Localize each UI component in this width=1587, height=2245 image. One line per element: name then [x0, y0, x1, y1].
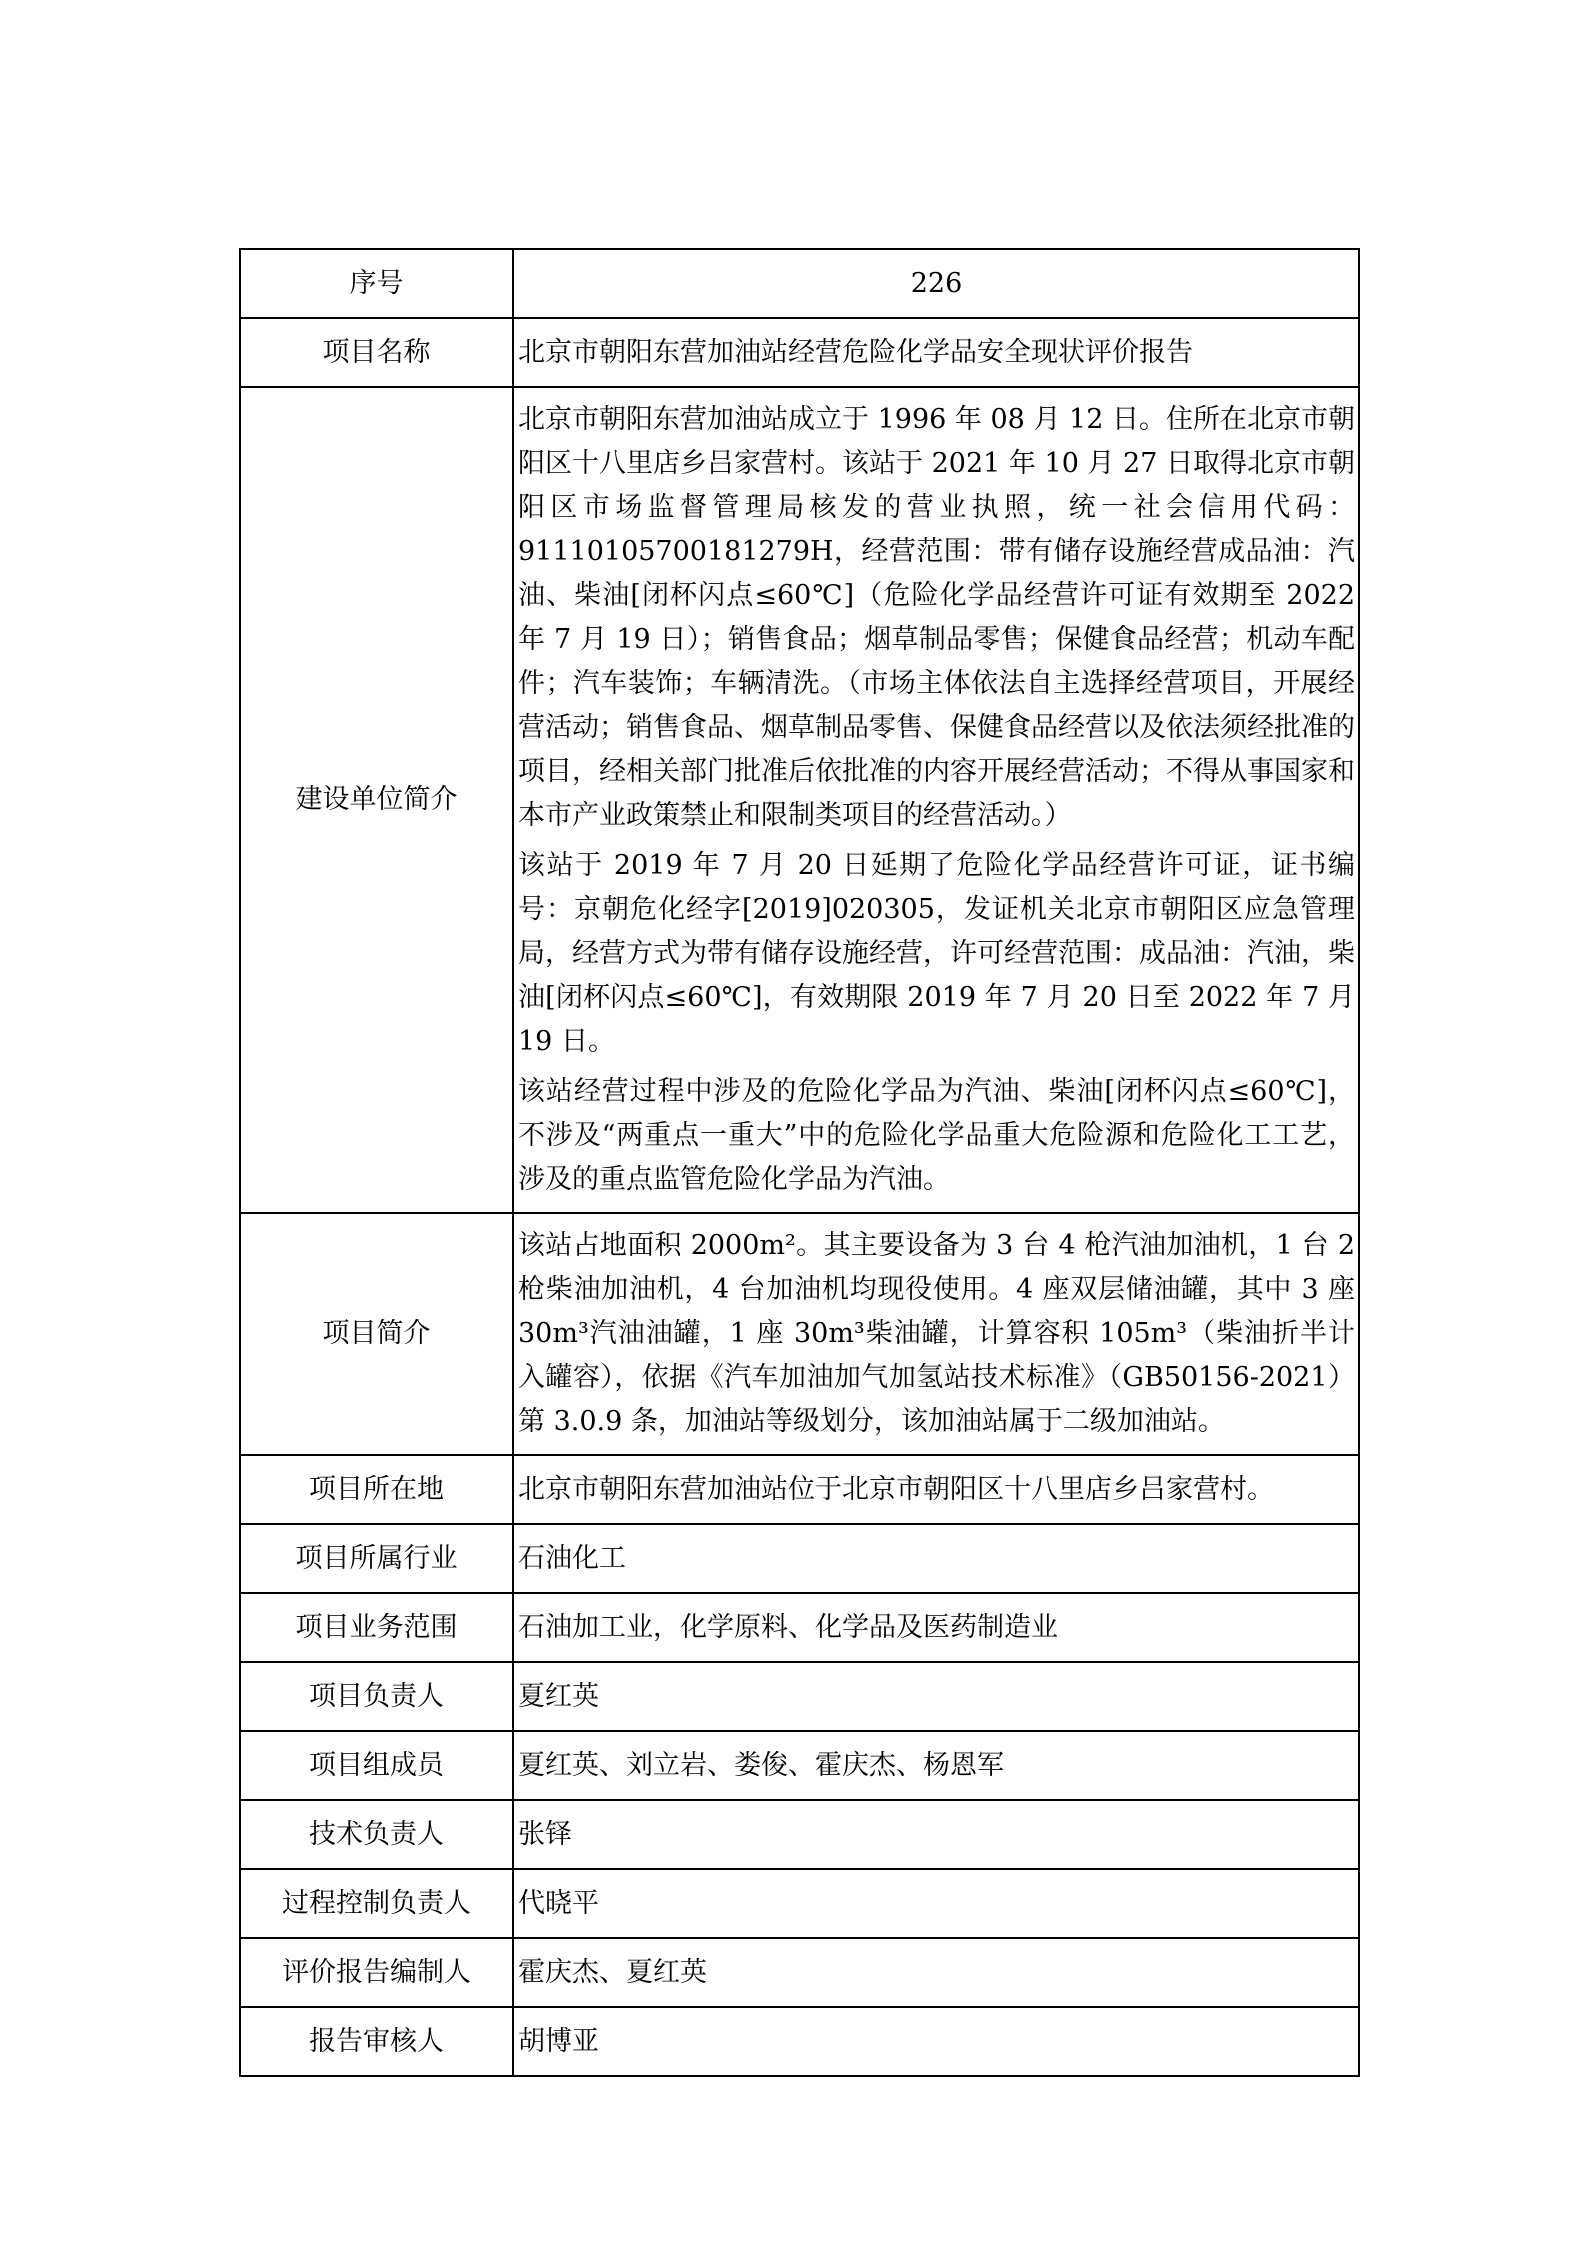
row-label: 项目名称: [240, 318, 513, 387]
row-label: 评价报告编制人: [240, 1938, 513, 2007]
paragraph: 该站于 2019 年 7 月 20 日延期了危险化学品经营许可证，证书编号：京朝危化经字[2019]020305，发证机关北京市朝阳区应急管理局，经营方式为带有储存设施经营，许可经营范围：成品油：汽油，柴油[闭杯闪点≤60℃]，有效期限 2019 年 7 月 20 日至 2022 年 7 月 19 日。: [518, 850, 1355, 1057]
row-label: 报告审核人: [240, 2007, 513, 2076]
row-label: 项目简介: [240, 1213, 513, 1455]
row-team-members: [240, 1731, 1359, 1800]
row-value: 石油化工: [513, 1524, 1359, 1593]
paragraph: 该站占地面积 2000m²。其主要设备为 3 台 4 枪汽油加油机，1 台 2 枪柴油加油机，4 台加油机均现役使用。4 座双层储油罐，其中 3 座 30m³汽油油罐，1 座 30m³柴油罐，计算容积 105m³（柴油折半计入罐容），依据《汽车加油加气加氢站技术标准》（GB50156-2021）第 3.0.9 条，加油站等级划分，该加油站属于二级加油站。: [518, 1230, 1355, 1437]
row-value: [513, 387, 1359, 1213]
row-label: 项目组成员: [240, 1731, 513, 1800]
row-value: 北京市朝阳东营加油站位于北京市朝阳区十八里店乡吕家营村。: [513, 1455, 1359, 1524]
paragraph: 北京市朝阳东营加油站成立于 1996 年 08 月 12 日。住所在北京市朝阳区十八里店乡吕家营村。该站于 2021 年 10 月 27 日取得北京市朝阳区市场监督管理局核发的营业执照，统一社会信用代码：91110105700181279H，经营范围：带有储存设施经营成品油：汽油、柴油[闭杯闪点≤60℃]（危险化学品经营许可证有效期至 2022 年 7 月 19 日）；销售食品；烟草制品零售；保健食品经营；机动车配件；汽车装饰；车辆清洗。（市场主体依法自主选择经营项目，开展经营活动；销售食品、烟草制品零售、保健食品经营以及依法须经批准的项目，经相关部门批准后依批准的内容开展经营活动；不得从事国家和本市产业政策禁止和限制类项目的经营活动。）: [518, 404, 1355, 831]
project-info-table: [239, 248, 1360, 2077]
paragraph: 该站经营过程中涉及的危险化学品为汽油、柴油[闭杯闪点≤60℃]，不涉及“两重点一重大”中的危险化学品重大危险源和危险化工工艺，涉及的重点监管危险化学品为汽油。: [518, 1076, 1355, 1195]
row-label: 序号: [240, 249, 513, 318]
row-label: 过程控制负责人: [240, 1869, 513, 1938]
row-value: 胡博亚: [513, 2007, 1359, 2076]
row-serial-number: [240, 249, 1359, 318]
row-project-location: [240, 1455, 1359, 1524]
row-value: 夏红英、刘立岩、娄俊、霍庆杰、杨恩军: [513, 1731, 1359, 1800]
row-value: 代晓平: [513, 1869, 1359, 1938]
row-business-scope: [240, 1593, 1359, 1662]
row-industry: [240, 1524, 1359, 1593]
row-label: 项目所在地: [240, 1455, 513, 1524]
row-value: 226: [513, 249, 1359, 318]
row-process-control-leader: [240, 1869, 1359, 1938]
row-value: 北京市朝阳东营加油站经营危险化学品安全现状评价报告: [513, 318, 1359, 387]
row-value: 霍庆杰、夏红英: [513, 1938, 1359, 2007]
row-value: [513, 1213, 1359, 1455]
row-label: 项目所属行业: [240, 1524, 513, 1593]
row-value: 石油加工业，化学原料、化学品及医药制造业: [513, 1593, 1359, 1662]
row-label: 项目负责人: [240, 1662, 513, 1731]
row-report-author: [240, 1938, 1359, 2007]
row-report-reviewer: [240, 2007, 1359, 2076]
row-company-intro: [240, 387, 1359, 1213]
row-project-intro: [240, 1213, 1359, 1455]
row-project-name: [240, 318, 1359, 387]
row-technical-leader: [240, 1800, 1359, 1869]
row-value: 夏红英: [513, 1662, 1359, 1731]
row-label: 技术负责人: [240, 1800, 513, 1869]
row-value: 张铎: [513, 1800, 1359, 1869]
row-label: 建设单位简介: [240, 387, 513, 1213]
row-project-leader: [240, 1662, 1359, 1731]
row-label: 项目业务范围: [240, 1593, 513, 1662]
